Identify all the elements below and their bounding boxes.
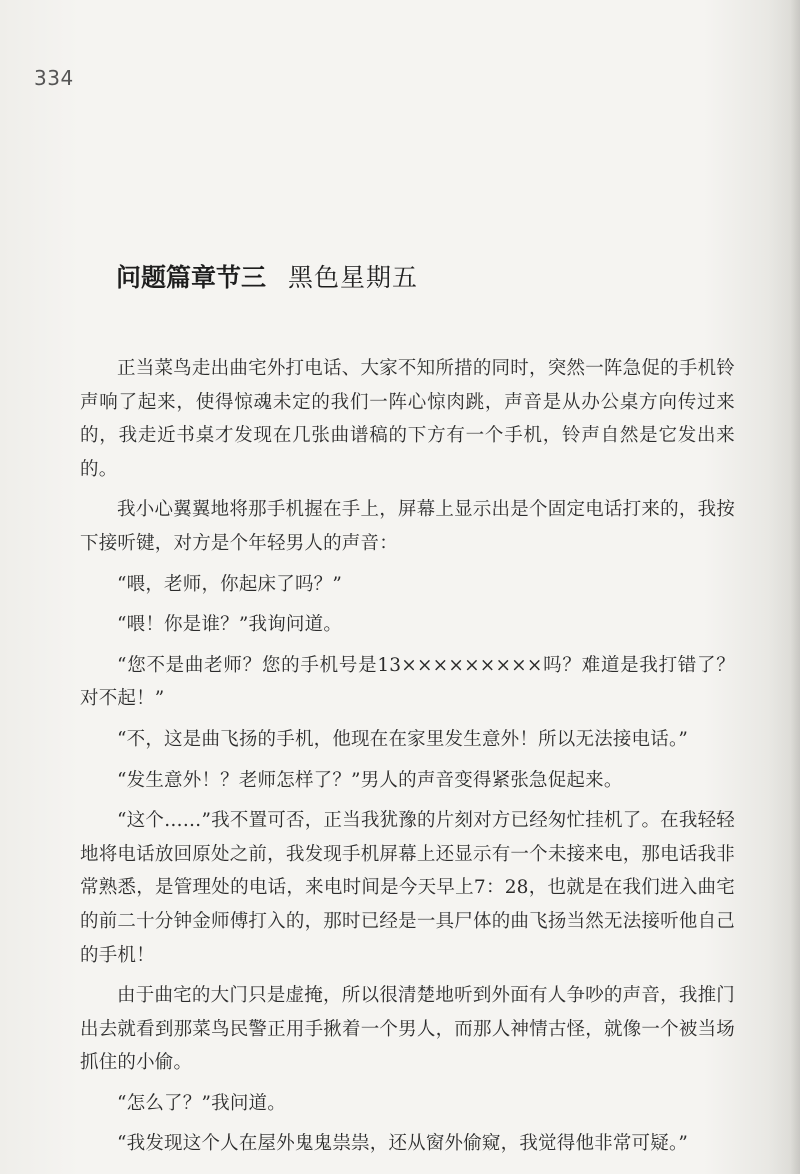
paragraph: “怎么了？”我问道。 (117, 1092, 286, 1114)
body-text (80, 352, 735, 1161)
chapter-name: 黑色星期五 (288, 263, 419, 292)
paragraph: 正当菜鸟走出曲宅外打电话、大家不知所措的同时，突然一阵急促的手机铃声响了起来，使得惊魂未定的我们一阵心惊肉跳，声音是从办公桌方向传过来的，我走近书桌才发现在几张曲谱稿的下方有一个手机，铃声自然是它发出来的。 (80, 358, 735, 480)
chapter-label: 问题篇章节三 (116, 263, 267, 292)
chapter-title (116, 258, 418, 294)
paragraph: “您不是曲老师？您的手机号是13×××××××××吗？难道是我打错了？对不起！” (80, 654, 735, 710)
paragraph: “喂，老师，你起床了吗？” (117, 573, 343, 595)
page-number: 334 (34, 66, 74, 90)
page-edge-shadow (790, 0, 800, 1174)
paragraph: 由于曲宅的大门只是虚掩，所以很清楚地听到外面有人争吵的声音，我推门出去就看到那菜鸟民警正用手揪着一个男人，而那人神情古怪，就像一个被当场抓住的小偷。 (80, 985, 735, 1074)
paragraph: “喂！你是谁？”我询问道。 (117, 614, 343, 636)
paragraph: “不，这是曲飞扬的手机，他现在在家里发生意外！所以无法接电话。” (117, 728, 689, 750)
paragraph: “发生意外！？老师怎样了？”男人的声音变得紧张急促起来。 (117, 769, 623, 791)
paragraph: 我小心翼翼地将那手机握在手上，屏幕上显示出是个固定电话打来的，我按下接听键，对方是个年轻男人的声音： (80, 499, 735, 554)
paragraph: “这个……”我不置可否，正当我犹豫的片刻对方已经匆忙挂机了。在我轻轻地将电话放回原处之前，我发现手机屏幕上还显示有一个未接来电，那电话我非常熟悉，是管理处的电话，来电时间是今天早上7：28，也就是在我们进入曲宅的前二十分钟金师傅打入的，那时已经是一具尸体的曲飞扬当然无法接听他自己的手机！ (80, 810, 735, 966)
paragraph: “我发现这个人在屋外鬼鬼祟祟，还从窗外偷窥，我觉得他非常可疑。” (117, 1133, 689, 1155)
